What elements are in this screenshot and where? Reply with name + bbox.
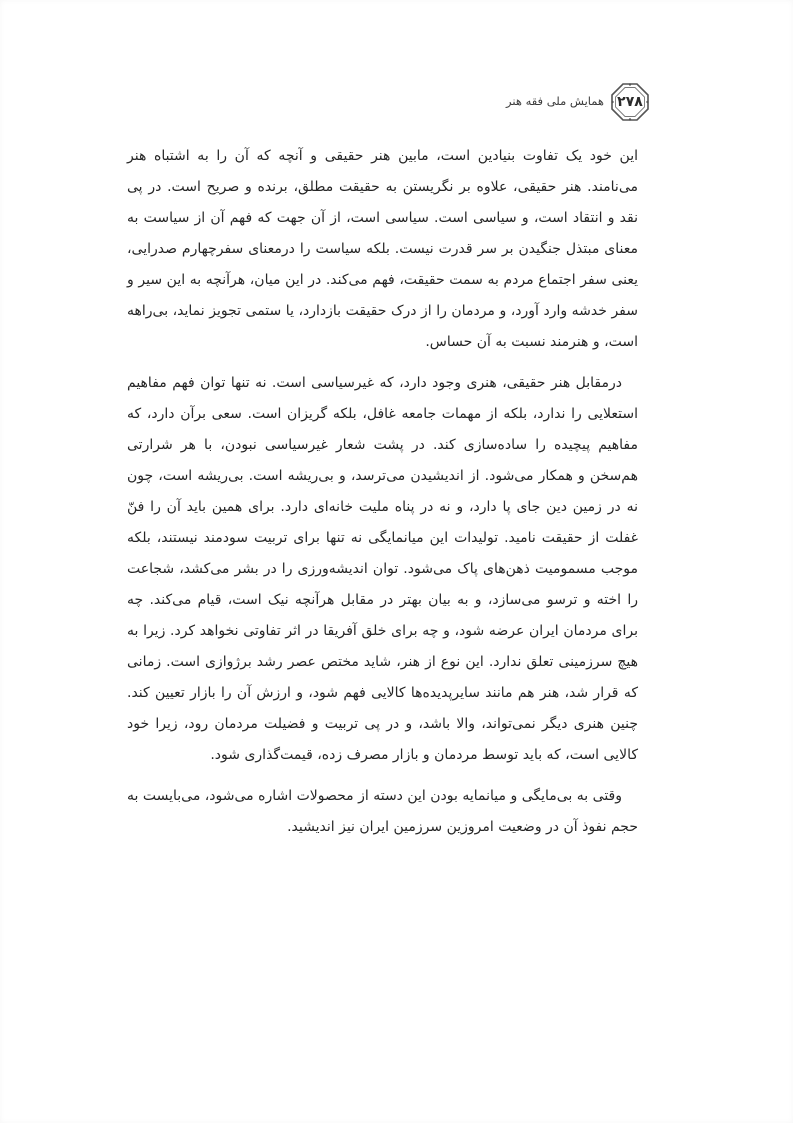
running-header	[470, 82, 650, 122]
paragraph-2: درمقابل هنر حقیقی، هنری وجود دارد، که غیرسیاسی است. نه تنها توان فهم مفاهیم استعلایی را ندارد، بلکه از مهمات جامعه غافل، بلکه گریزان است. سعی برآن دارد، که مفاهیم پیچیده را ساده‌سازی کند. در پشت شعار غیرسیاسی نبودن، با هر شرارتی هم‌سخن و همکار می‌شود. از اندیشیدن می‌ترسد، و بی‌ریشه است. بی‌ریشه است، چون نه در زمین دین جای پا دارد، و نه در پناه ملیت خانه‌ای دارد. برای همین باید آن را فنّ غفلت از حقیقت نامید. تولیدات این میانمایگی نه تنها برای تربیت سودمند نیستند، بلکه موجب مسمومیت ذهن‌های پاک می‌شود. توان اندیشه‌ورزی را در بشر می‌کشد، شجاعت را اخته و ترسو می‌سازد، و به بیان بهتر در مقابل هرآنچه نیک است، قیام می‌کند. چه برای مردمان ایران عرضه شود، و چه برای خلق آفریقا در اثر تفاوتی نخواهد کرد. زیرا به هیچ سرزمینی تعلق ندارد. این نوع از هنر، شاید مختص عصر رشد برژوازی است. زمانی که قرار شد، هنر هم مانند سایرپدیده‌ها کالایی فهم شود، و ارزش آن را بازار تعیین کند. چنین هنری دیگر نمی‌تواند، والا باشد، و در پی تربیت و فضیلت مردمان رود، زیرا خود کالایی است، که باید توسط مردمان و بازار مصرف زده، قیمت‌گذاری شود.	[127, 375, 638, 763]
body-text	[127, 141, 638, 853]
page-number: ۲۷۸	[617, 94, 643, 110]
paragraph-3: وقتی به بی‌مایگی و میانمایه بودن این دسته از محصولات اشاره می‌شود، می‌بایست به حجم نفوذ آن در وضعیت امروزین سرزمین ایران نیز اندیشید.	[127, 788, 638, 835]
octagon-rosette-icon	[610, 82, 650, 122]
running-title: همایش ملی فقه هنر	[506, 94, 604, 108]
paragraph-1: این خود یک تفاوت بنیادین است، مابین هنر حقیقی و آنچه که آن را به اشتباه هنر می‌نامند. هنر حقیقی، علاوه بر نگریستن به حقیقت مطلق، برنده و صریح است. در پی نقد و انتقاد است، و سیاسی است. سیاسی است، از آن جهت که فهم آن از سیاست به معنای مبتذل جنگیدن بر سر قدرت نیست. بلکه سیاست را درمعنای سفرچهارم صدرایی، یعنی سفر اجتماع مردم به سمت حقیقت، فهم می‌کند. در این میان، هرآنچه به این سیر و سفر خدشه وارد آورد، و مردمان را از درک حقیقت بازدارد، یا ستمی تجویز نماید، بی‌راهه است، و هنرمند نسبت به آن حساس.	[127, 148, 638, 350]
